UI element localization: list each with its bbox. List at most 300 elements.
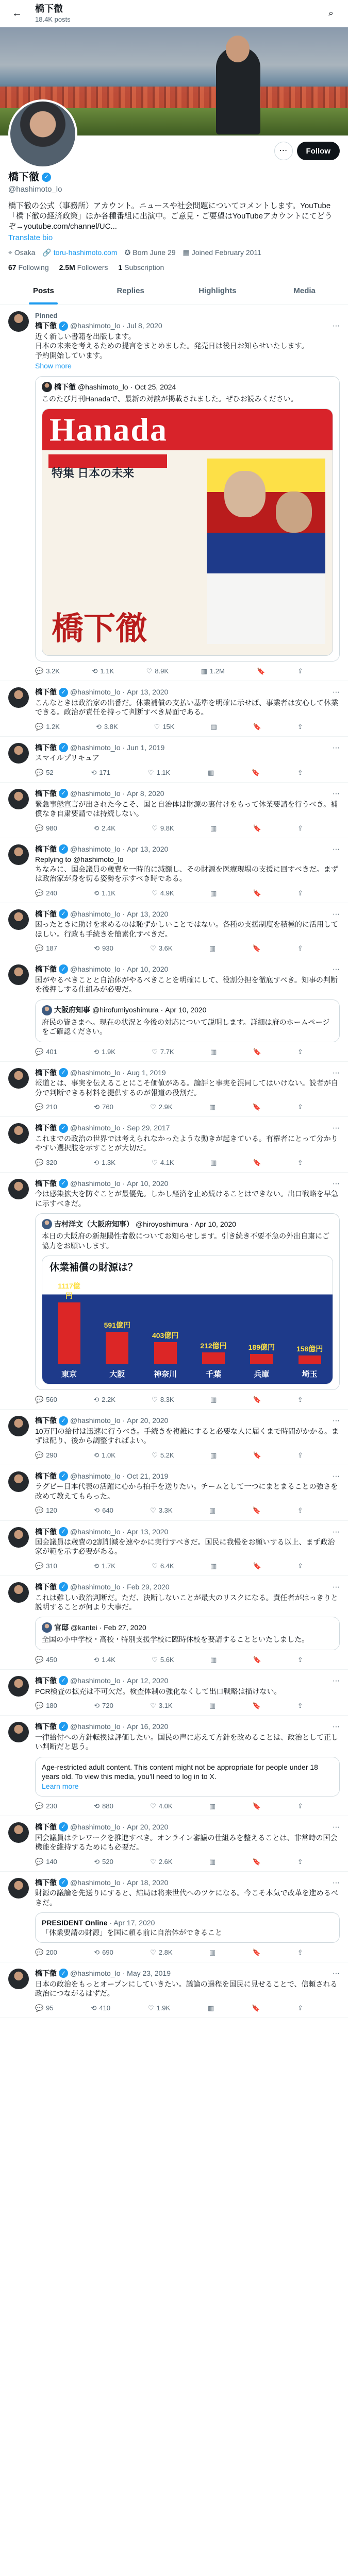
like-button[interactable]: [150, 1802, 172, 1810]
verified-badge-icon: ✓: [59, 844, 68, 854]
tweet-avatar[interactable]: [8, 1527, 29, 1548]
like-icon: ♡: [152, 1655, 158, 1664]
more-options-icon[interactable]: ⋯: [333, 1471, 340, 1480]
bookmark-icon[interactable]: 🔖: [253, 722, 261, 731]
like-button[interactable]: [152, 1451, 174, 1460]
separator-dot: ·: [122, 965, 125, 974]
tweet-author-handle[interactable]: @hashimoto_lo: [70, 1179, 121, 1188]
tweet-author-handle[interactable]: @hashimoto_lo: [70, 1676, 121, 1685]
like-button[interactable]: [148, 2004, 170, 2012]
bookmark-icon[interactable]: 🔖: [252, 768, 260, 776]
tweet[interactable]: [0, 1816, 348, 1872]
views-button[interactable]: [210, 722, 217, 731]
reply-button[interactable]: [35, 2004, 54, 2012]
tweet-author-name[interactable]: 橋下徹: [35, 1527, 57, 1536]
tweet-author-handle[interactable]: @hashimoto_lo: [70, 1878, 121, 1887]
tweet-author-handle[interactable]: @hashimoto_lo: [70, 1969, 121, 1978]
tweet-avatar[interactable]: [8, 1822, 29, 1843]
tweet-avatar[interactable]: [8, 1676, 29, 1697]
repost-button[interactable]: [94, 1802, 113, 1810]
bookmark-icon[interactable]: 🔖: [252, 1802, 261, 1810]
tweet-avatar[interactable]: [8, 1969, 29, 1989]
like-count: 8.9K: [155, 667, 169, 675]
tweet[interactable]: [0, 1521, 348, 1577]
views-button[interactable]: [209, 1103, 216, 1111]
repost-button[interactable]: [93, 1562, 115, 1570]
tweet-author-handle[interactable]: @hashimoto_lo: [70, 789, 121, 798]
like-button[interactable]: [146, 667, 169, 675]
tweet-body: [35, 687, 340, 731]
tab-media[interactable]: Media: [293, 286, 316, 295]
reply-count: 1.2K: [46, 722, 60, 731]
views-icon: ▥: [210, 824, 217, 832]
tweet-text: 国がやるべきことと自治体がやるべきことを明確にして、役割分担を徹底すべき。知事の判断を後押しする仕組みが必要だ。: [35, 975, 338, 994]
tweet-date[interactable]: Aug 1, 2019: [127, 1068, 166, 1077]
tweet-author-name[interactable]: 橋下徹: [35, 1878, 57, 1887]
tweet-body: [35, 844, 340, 897]
like-icon: ♡: [147, 768, 154, 776]
tweet[interactable]: [0, 1576, 348, 1670]
tweet-avatar[interactable]: [8, 1068, 29, 1089]
repost-button[interactable]: [93, 1047, 115, 1056]
tweet-header: [35, 1068, 340, 1077]
more-options-icon[interactable]: ⋯: [333, 1179, 340, 1188]
tweet-avatar[interactable]: [8, 1123, 29, 1144]
share-icon[interactable]: ⇪: [297, 824, 303, 832]
tweet-author-handle[interactable]: @hashimoto_lo: [70, 1583, 121, 1591]
separator-dot: ·: [122, 321, 125, 330]
tweet-date[interactable]: Apr 20, 2020: [127, 1823, 169, 1832]
repost-button[interactable]: [91, 768, 110, 777]
reply-icon: 💬: [35, 1702, 44, 1710]
more-options-icon[interactable]: ⋯: [333, 1527, 340, 1536]
tab-replies[interactable]: Replies: [117, 286, 144, 295]
views-button[interactable]: [208, 2004, 214, 2012]
bookmark-icon[interactable]: 🔖: [252, 1506, 261, 1515]
tweet-avatar[interactable]: [8, 687, 29, 708]
tweet-avatar[interactable]: [8, 964, 29, 985]
tweet[interactable]: [0, 1117, 348, 1173]
tweet-date[interactable]: Apr 10, 2020: [127, 965, 169, 974]
like-button[interactable]: [152, 824, 174, 833]
bookmark-icon[interactable]: 🔖: [257, 667, 266, 675]
bookmark-icon[interactable]: 🔖: [253, 889, 261, 897]
tweet-date[interactable]: Apr 20, 2020: [127, 1416, 169, 1425]
repost-button[interactable]: [92, 667, 114, 675]
share-icon[interactable]: ⇪: [297, 1802, 303, 1810]
like-button[interactable]: [152, 1047, 174, 1056]
tweet-author-handle[interactable]: @hashimoto_lo: [70, 965, 121, 974]
tweet[interactable]: [0, 1062, 348, 1117]
chart-bar: [202, 1352, 225, 1364]
more-options-icon[interactable]: ⋯: [333, 1583, 340, 1591]
views-button[interactable]: [208, 768, 214, 777]
reply-button[interactable]: [35, 1103, 57, 1111]
share-icon[interactable]: ⇪: [297, 1702, 303, 1710]
like-button[interactable]: [150, 1701, 172, 1710]
tweet-header: [35, 1179, 340, 1188]
bookmark-icon[interactable]: 🔖: [252, 2004, 260, 2012]
views-button[interactable]: [210, 1395, 217, 1404]
tweet-author-name[interactable]: 橋下徹: [35, 1823, 57, 1832]
reply-button[interactable]: [35, 1158, 57, 1167]
tweet-author-handle[interactable]: @hashimoto_lo: [70, 688, 121, 697]
like-button[interactable]: [150, 1103, 172, 1111]
tweet-author-handle[interactable]: @hashimoto_lo: [70, 1823, 121, 1832]
share-icon[interactable]: ⇪: [297, 1103, 303, 1111]
show-more-link[interactable]: Show more: [35, 362, 72, 370]
tweet-author-name[interactable]: 橋下徹: [35, 789, 57, 798]
tweet-date[interactable]: Jul 8, 2020: [127, 321, 162, 330]
tweet-date[interactable]: Apr 13, 2020: [127, 1527, 169, 1536]
repost-button[interactable]: [94, 1506, 113, 1515]
tweet-date[interactable]: Apr 8, 2020: [127, 789, 164, 798]
tweet[interactable]: [0, 1962, 348, 2018]
learn-more-link[interactable]: Learn more: [42, 1782, 79, 1790]
tweet[interactable]: [0, 737, 348, 783]
views-button[interactable]: [209, 1802, 216, 1810]
tweet[interactable]: [0, 958, 348, 1062]
more-options-icon[interactable]: ⋯: [333, 789, 340, 798]
tweet-date[interactable]: May 23, 2019: [127, 1969, 171, 1978]
like-count: 7.7K: [160, 1047, 174, 1056]
separator-dot: ·: [130, 382, 133, 391]
reply-icon: 💬: [35, 768, 44, 776]
magazine-cover-image[interactable]: [42, 409, 333, 656]
tweet[interactable]: [0, 1410, 348, 1465]
like-button[interactable]: [148, 768, 170, 777]
reply-button[interactable]: [35, 722, 60, 731]
tweet[interactable]: [0, 1670, 348, 1716]
bookmark-icon[interactable]: 🔖: [253, 1396, 261, 1404]
repost-count: 690: [102, 1948, 113, 1957]
views-button[interactable]: [210, 1655, 217, 1664]
repost-button[interactable]: [94, 1857, 113, 1866]
followers-stat[interactable]: 2.5M Followers: [59, 263, 108, 272]
tweet-body: [35, 1416, 340, 1460]
bookmark-icon[interactable]: 🔖: [253, 824, 261, 832]
tweet-author-name[interactable]: 橋下徹: [35, 1124, 57, 1132]
separator-dot: ·: [122, 1583, 125, 1591]
views-button[interactable]: [210, 1047, 217, 1056]
views-icon: ▥: [208, 768, 214, 776]
tweet-author-handle[interactable]: @hashimoto_lo: [70, 909, 121, 918]
tweet-avatar[interactable]: [8, 1179, 29, 1199]
more-options-icon[interactable]: ⋯: [333, 1068, 340, 1077]
tweet-author-name[interactable]: 橋下徹: [35, 1676, 57, 1685]
tweet-author-name[interactable]: 橋下徹: [35, 1416, 57, 1425]
bookmark-icon[interactable]: 🔖: [252, 1103, 261, 1111]
reply-button[interactable]: [35, 1506, 57, 1515]
repost-button[interactable]: [93, 889, 115, 897]
share-icon[interactable]: ⇪: [297, 1451, 303, 1459]
top-bar: [0, 0, 348, 27]
tweet-date[interactable]: Apr 18, 2020: [127, 1878, 169, 1887]
repost-button[interactable]: [93, 1655, 115, 1664]
tweet-author-handle[interactable]: @hashimoto_lo: [70, 1527, 121, 1536]
reply-icon: 💬: [35, 1047, 44, 1056]
quoted-tweet[interactable]: [35, 1213, 340, 1390]
header-name: 橋下徹: [35, 3, 63, 14]
share-icon[interactable]: ⇪: [297, 1857, 303, 1866]
repost-button[interactable]: [96, 722, 118, 731]
tweet-author-name[interactable]: 橋下徹: [35, 1179, 57, 1188]
reply-count: 401: [46, 1047, 57, 1056]
tweet-author-name[interactable]: 橋下徹: [35, 1722, 57, 1731]
tweet-avatar[interactable]: [8, 1416, 29, 1436]
share-icon[interactable]: ⇪: [297, 944, 303, 953]
tweet-author-name[interactable]: 橋下徹: [35, 321, 57, 330]
views-icon: ▥: [209, 1802, 216, 1810]
tweet[interactable]: [0, 838, 348, 903]
bookmark-icon[interactable]: 🔖: [253, 1158, 261, 1166]
profile-avatar[interactable]: [8, 99, 77, 168]
views-button[interactable]: [210, 1158, 217, 1167]
bookmark-icon[interactable]: 🔖: [252, 1702, 261, 1710]
repost-icon: ⟲: [94, 1103, 100, 1111]
tweet-date[interactable]: Jun 1, 2019: [127, 743, 165, 752]
tweet-author-name[interactable]: 橋下徹: [35, 1068, 57, 1077]
profile-tabs: [0, 277, 348, 305]
quoted-tweet-header: [42, 382, 333, 392]
back-arrow-icon[interactable]: ←: [12, 7, 22, 19]
location: ⌖ Osaka: [8, 248, 36, 257]
more-options-icon[interactable]: ⋯: [333, 965, 340, 974]
tweet-author-name[interactable]: 橋下徹: [35, 688, 57, 697]
tweet-avatar[interactable]: [8, 1878, 29, 1899]
share-icon[interactable]: ⇪: [297, 1948, 303, 1957]
repost-count: 760: [102, 1103, 113, 1111]
tweet-date[interactable]: Apr 10, 2020: [127, 1179, 169, 1188]
tweet-date[interactable]: Apr 13, 2020: [127, 909, 169, 918]
like-button[interactable]: [152, 1562, 174, 1570]
website[interactable]: 🔗 toru-hashimoto.com: [42, 248, 118, 257]
more-options-icon[interactable]: ⋯: [333, 1722, 340, 1731]
more-options-icon[interactable]: ⋯: [333, 1676, 340, 1685]
tweet-author-handle[interactable]: @hashimoto_lo: [70, 1416, 121, 1425]
more-options-icon[interactable]: ⋯: [333, 688, 340, 697]
share-icon[interactable]: ⇪: [297, 722, 303, 731]
views-button[interactable]: [210, 824, 217, 833]
like-button[interactable]: [154, 722, 175, 731]
tweet-author-name[interactable]: 橋下徹: [35, 909, 57, 918]
like-button[interactable]: [152, 1158, 174, 1167]
tweet-avatar[interactable]: [8, 1471, 29, 1492]
tweet-author-handle[interactable]: @hashimoto_lo: [70, 1124, 121, 1132]
bookmark-icon[interactable]: 🔖: [252, 1948, 261, 1957]
tweet-avatar[interactable]: [8, 743, 29, 764]
reply-button[interactable]: [35, 768, 54, 777]
repost-button[interactable]: [94, 1948, 113, 1957]
reply-button[interactable]: [35, 1857, 57, 1866]
more-options-icon[interactable]: ⋯: [333, 743, 340, 752]
tweet[interactable]: [0, 1173, 348, 1410]
reply-button[interactable]: [35, 1802, 57, 1810]
share-icon[interactable]: ⇪: [297, 1506, 303, 1515]
share-icon[interactable]: ⇪: [297, 1158, 303, 1166]
more-options-icon[interactable]: ⋯: [333, 1823, 340, 1832]
translate-bio-link[interactable]: Translate bio: [8, 233, 53, 242]
tweet-avatar[interactable]: [8, 909, 29, 930]
reply-button[interactable]: [35, 1451, 57, 1460]
reply-button[interactable]: [35, 1047, 57, 1056]
tweet-avatar[interactable]: [8, 789, 29, 809]
share-icon[interactable]: ⇪: [297, 889, 303, 897]
tweet[interactable]: [0, 1872, 348, 1963]
like-button[interactable]: [150, 944, 172, 953]
repost-button[interactable]: [94, 944, 113, 953]
reply-button[interactable]: [35, 1948, 57, 1957]
like-count: 3.6K: [158, 944, 173, 953]
tweet-author-handle[interactable]: @hashimoto_lo: [70, 1722, 121, 1731]
bookmark-icon[interactable]: 🔖: [253, 1562, 261, 1570]
tweet-author-name[interactable]: 橋下徹: [35, 1583, 57, 1591]
reply-button[interactable]: [35, 824, 57, 833]
bookmark-icon[interactable]: 🔖: [253, 1451, 261, 1459]
tweet-date[interactable]: Feb 29, 2020: [127, 1583, 170, 1591]
more-options-icon[interactable]: ⋯: [333, 1969, 340, 1978]
bookmark-icon[interactable]: 🔖: [252, 1857, 261, 1866]
chart-value-label: 1117億円: [58, 1282, 80, 1300]
tweet-author-name[interactable]: 橋下徹: [35, 1969, 57, 1978]
cover-portrait: [224, 471, 266, 517]
views-button[interactable]: [210, 889, 217, 897]
views-button[interactable]: [201, 667, 225, 675]
like-button[interactable]: [150, 1857, 172, 1866]
repost-icon: ⟲: [95, 722, 102, 731]
more-options-icon[interactable]: ⋯: [333, 1416, 340, 1425]
bookmark-icon[interactable]: 🔖: [252, 944, 261, 953]
reply-count: 320: [46, 1158, 57, 1166]
tweet[interactable]: [0, 1716, 348, 1816]
tweet-avatar[interactable]: [8, 1582, 29, 1603]
separator-dot: ·: [122, 844, 125, 853]
repost-button[interactable]: [93, 1395, 115, 1404]
like-icon: ♡: [152, 1562, 158, 1570]
more-options-icon[interactable]: ⋯: [333, 909, 340, 918]
reply-count: 140: [46, 1857, 57, 1866]
reply-button[interactable]: [35, 889, 57, 897]
share-icon[interactable]: ⇪: [297, 667, 303, 675]
following-stat[interactable]: 67 Following: [8, 263, 49, 272]
views-button[interactable]: [209, 1701, 216, 1710]
like-button[interactable]: [152, 1395, 174, 1404]
tweet-actions: [35, 1506, 303, 1515]
verified-badge-icon: ✓: [59, 1878, 68, 1887]
follow-button[interactable]: Follow: [297, 142, 340, 160]
tweet[interactable]: [0, 681, 348, 737]
share-icon[interactable]: ⇪: [297, 1396, 303, 1404]
reply-button[interactable]: [35, 1562, 57, 1570]
views-button[interactable]: [209, 1948, 216, 1957]
repost-button[interactable]: [93, 824, 115, 833]
repost-button[interactable]: [91, 2004, 110, 2012]
like-count: 2.8K: [158, 1948, 173, 1957]
tweet-author-name[interactable]: 橋下徹: [35, 743, 57, 752]
like-button[interactable]: [150, 1506, 172, 1515]
tweet[interactable]: [0, 783, 348, 838]
reply-button[interactable]: [35, 1655, 57, 1664]
tab-posts[interactable]: Posts: [0, 277, 87, 304]
more-options-icon[interactable]: ⋯: [333, 321, 340, 330]
link-card[interactable]: [35, 1912, 340, 1943]
more-options-icon[interactable]: ⋯: [333, 1124, 340, 1132]
views-button[interactable]: [210, 1562, 217, 1570]
tweet-author-name[interactable]: 橋下徹: [35, 1471, 57, 1480]
tweet-avatar[interactable]: [8, 844, 29, 865]
like-button[interactable]: [152, 889, 174, 897]
reply-button[interactable]: [35, 1395, 57, 1404]
bookmark-icon[interactable]: 🔖: [253, 1655, 261, 1664]
tweet-author-name[interactable]: 橋下徹: [35, 844, 57, 853]
chart-category-label: 兵庫: [254, 1370, 270, 1379]
share-icon[interactable]: ⇪: [297, 768, 303, 776]
quoted-tweet[interactable]: [35, 1617, 340, 1650]
tweet-author-handle[interactable]: @hashimoto_lo: [70, 743, 121, 752]
share-icon[interactable]: ⇪: [297, 1655, 303, 1664]
reply-button[interactable]: [35, 667, 60, 675]
like-button[interactable]: [152, 1655, 174, 1664]
tweet-author-handle[interactable]: @hashimoto_lo: [70, 1471, 121, 1480]
share-icon[interactable]: ⇪: [297, 2004, 303, 2012]
tweet-avatar[interactable]: [8, 1722, 29, 1742]
tweet[interactable]: [0, 1465, 348, 1521]
reply-button[interactable]: [35, 944, 57, 953]
repost-count: 1.4K: [102, 1655, 115, 1664]
like-button[interactable]: [150, 1948, 172, 1957]
chart-value-label: 158億円: [296, 1344, 323, 1353]
tweet-author-name[interactable]: 橋下徹: [35, 965, 57, 974]
tab-highlights[interactable]: Highlights: [198, 286, 237, 295]
tweet[interactable]: [0, 305, 348, 681]
tweet-date[interactable]: Apr 13, 2020: [127, 688, 169, 697]
tweet-avatar[interactable]: [8, 311, 29, 332]
more-options-icon[interactable]: ⋯: [333, 1878, 340, 1887]
tweet-author-handle[interactable]: @hashimoto_lo: [70, 1068, 121, 1077]
search-icon[interactable]: ⌕: [328, 8, 334, 18]
repost-button[interactable]: [93, 1158, 115, 1167]
views-button[interactable]: [209, 944, 216, 953]
subscription-stat[interactable]: 1 Subscription: [118, 263, 164, 272]
views-button[interactable]: [209, 1857, 216, 1866]
repost-button[interactable]: [94, 1701, 113, 1710]
views-button[interactable]: [210, 1451, 217, 1460]
quoted-author-handle: @hirofumiyoshimura: [92, 1006, 159, 1014]
verified-badge-icon: ✓: [59, 1676, 68, 1685]
tweet-date[interactable]: Sep 29, 2017: [127, 1124, 170, 1132]
like-count: 2.9K: [158, 1103, 173, 1111]
bookmark-icon[interactable]: 🔖: [253, 1047, 261, 1056]
more-options-icon[interactable]: ⋯: [333, 844, 340, 853]
share-icon[interactable]: ⇪: [297, 1562, 303, 1570]
repost-button[interactable]: [94, 1103, 113, 1111]
quoted-tweet[interactable]: [35, 376, 340, 662]
quoted-tweet[interactable]: [35, 999, 340, 1042]
tweet[interactable]: [0, 903, 348, 959]
share-icon[interactable]: ⇪: [297, 1047, 303, 1056]
more-options-icon[interactable]: ⋯: [274, 142, 293, 160]
repost-button[interactable]: [93, 1451, 115, 1460]
tv-chart-image[interactable]: [42, 1256, 333, 1384]
views-button[interactable]: [209, 1506, 216, 1515]
tweet-author-handle[interactable]: @hashimoto_lo: [70, 844, 121, 853]
tweet-date[interactable]: Apr 16, 2020: [127, 1722, 169, 1731]
reply-button[interactable]: [35, 1701, 57, 1710]
tweet-date[interactable]: Apr 13, 2020: [127, 844, 169, 853]
tweet-author-handle[interactable]: @hashimoto_lo: [70, 321, 121, 330]
tweet-date[interactable]: Oct 21, 2019: [127, 1471, 169, 1480]
tweet-date[interactable]: Apr 12, 2020: [127, 1676, 169, 1685]
